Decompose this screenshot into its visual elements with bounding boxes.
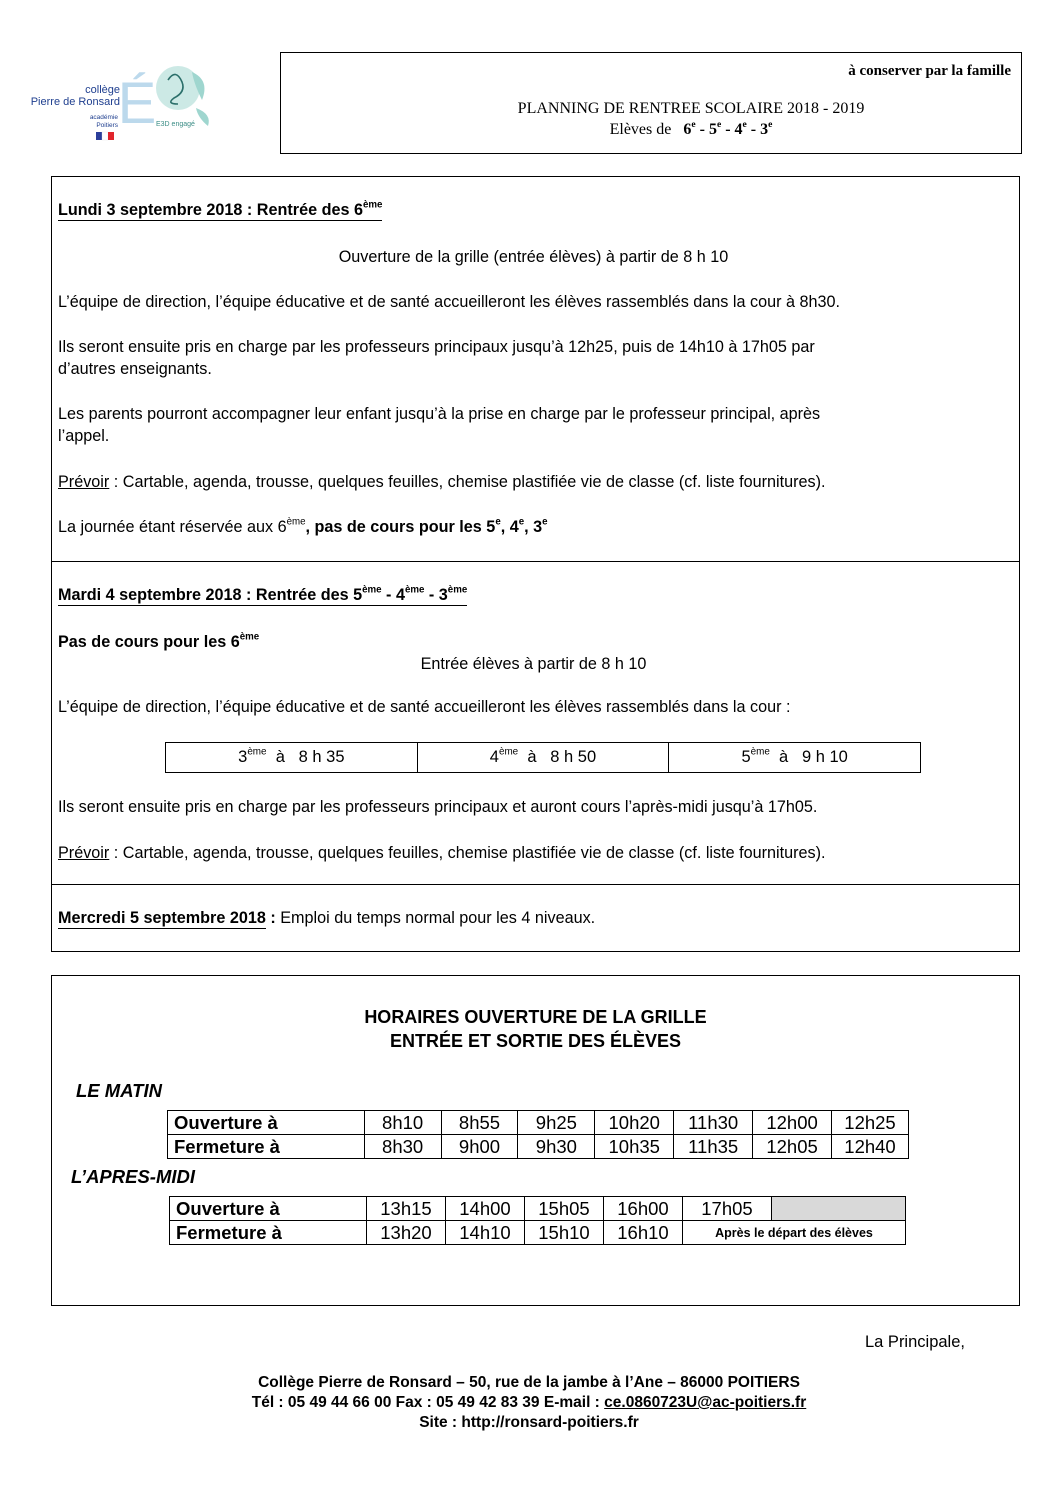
rentree-box (51, 176, 1020, 952)
time-cell: 9h00 (441, 1135, 518, 1159)
time-cell: 13h20 (367, 1221, 446, 1245)
tuesday-prevoir: Prévoir : Cartable, agenda, trousse, quelques feuilles, chemise plastifiée vie de classe (cf. liste fournitures). (58, 844, 826, 862)
schedule-title-1: HORAIRES OUVERTURE DE LA GRILLE (364, 1007, 707, 1027)
level-separator: - (721, 121, 735, 138)
morning-table (167, 1110, 909, 1159)
time-cell: 12h40 (832, 1135, 909, 1159)
time-cell: 14h00 (446, 1197, 525, 1221)
tuesday-entry: Entrée élèves à partir de 8 h 10 (420, 655, 647, 673)
schedule-box (51, 975, 1020, 1306)
level-separator: - (746, 121, 761, 138)
level-item: 3e (760, 118, 773, 138)
morning-close-row (168, 1135, 909, 1159)
time-cell: 16h00 (604, 1197, 683, 1221)
empty-cell (772, 1197, 906, 1221)
after-departure-cell: Après le départ des élèves (683, 1221, 906, 1245)
logo-line1: collège (85, 84, 120, 96)
time-cell: 8h30 (364, 1135, 441, 1159)
tuesday-no-class: Pas de cours pour les 6ème (58, 631, 260, 651)
email-link[interactable]: ce.0860723U@ac-poitiers.fr (604, 1394, 807, 1411)
monday-heading: Lundi 3 septembre 2018 : Rentrée des 6ème (58, 199, 383, 219)
footer (0, 1373, 1058, 1433)
time-cell: 16h10 (604, 1221, 683, 1245)
level-item: 5e (708, 118, 722, 138)
class-time-cell: 5ème à 9 h 10 (669, 743, 921, 773)
signature: La Principale, (865, 1333, 965, 1351)
svg-text:É: É (117, 71, 157, 136)
keep-note: à conserver par la famille (848, 63, 1011, 79)
time-cell: 12h05 (753, 1135, 832, 1159)
time-cell: 9h25 (518, 1111, 595, 1135)
time-cell: 8h10 (364, 1111, 441, 1135)
time-cell: 17h05 (683, 1197, 772, 1221)
time-cell: 12h25 (832, 1111, 909, 1135)
monday-parents-2: l’appel. (58, 427, 110, 445)
time-cell: 10h35 (595, 1135, 674, 1159)
wednesday-section (52, 884, 1019, 952)
afternoon-label: L’APRES-MIDI (71, 1166, 196, 1187)
tuesday-welcome: L’équipe de direction, l’équipe éducative et de santé accueilleront les élèves rassemblés dans la cour : (58, 698, 791, 716)
footer-contact: Tél : 05 49 44 66 00 Fax : 05 49 42 83 39 E-mail : ce.0860723U@ac-poitiers.fr (251, 1394, 807, 1411)
planning-title: PLANNING DE RENTREE SCOLAIRE 2018 - 2019 (517, 100, 865, 117)
monday-parents-1: Les parents pourront accompagner leur enfant jusqu’à la prise en charge par le professeur principal, après (58, 405, 821, 423)
monday-welcome: L’équipe de direction, l’équipe éducative et de santé accueilleront les élèves rassemblés dans la cour à 8h30. (58, 293, 840, 311)
afternoon-close-row (170, 1221, 906, 1245)
time-cell: 15h10 (525, 1221, 604, 1245)
time-cell: 9h30 (518, 1135, 595, 1159)
levels-list (683, 118, 773, 138)
morning-open-row (168, 1111, 909, 1135)
logo-line3: académie (89, 114, 118, 121)
monday-gate: Ouverture de la grille (entrée élèves) à partir de 8 h 10 (338, 248, 729, 266)
level-item: 4e (734, 118, 747, 138)
tuesday-charge: Ils seront ensuite pris en charge par les professeurs principaux et auront cours l’après-midi jusqu’à 17h05. (58, 798, 818, 816)
monday-charge-1: Ils seront ensuite pris en charge par les professeurs principaux jusqu’à 12h25, puis de 14h10 à 17h05 par (58, 338, 815, 356)
e3d-label: E3D engagé (156, 121, 195, 128)
time-cell: 12h00 (753, 1111, 832, 1135)
time-cell: 15h05 (525, 1197, 604, 1221)
class-time-cell: 3ème à 8 h 35 (166, 743, 418, 773)
time-cell: 14h10 (446, 1221, 525, 1245)
subtitle-prefix: Elèves de (609, 121, 672, 138)
afternoon-open-row (170, 1197, 906, 1221)
e3d-logo (152, 58, 222, 130)
logo-line2: Pierre de Ronsard (30, 96, 120, 108)
level-separator: - (695, 121, 709, 138)
time-cell: 10h20 (595, 1111, 674, 1135)
tuesday-heading: Mardi 4 septembre 2018 : Rentrée des 5ème - 4ème - 3ème (58, 584, 468, 604)
footer-site[interactable]: Site : http://ronsard-poitiers.fr (419, 1414, 639, 1431)
logo-line4: Poitiers (96, 122, 118, 129)
time-cell: 13h15 (367, 1197, 446, 1221)
time-cell: 11h35 (674, 1135, 753, 1159)
close-label: Fermeture à (168, 1135, 365, 1159)
morning-label: LE MATIN (76, 1080, 162, 1101)
open-label: Ouverture à (170, 1197, 367, 1221)
footer-address: Collège Pierre de Ronsard – 50, rue de la jambe à l’Ane – 86000 POITIERS (258, 1374, 800, 1391)
monday-charge-2: d’autres enseignants. (58, 360, 212, 378)
close-label: Fermeture à (170, 1221, 367, 1245)
schedule-title-2: ENTRÉE ET SORTIE DES ÉLÈVES (389, 1031, 682, 1051)
monday-prevoir: Prévoir : Cartable, agenda, trousse, quelques feuilles, chemise plastifiée vie de classe (cf. liste fournitures). (58, 473, 826, 491)
wednesday-line: Mercredi 5 septembre 2018 : Emploi du temps normal pour les 4 niveaux. (58, 909, 596, 927)
class-times-table (165, 742, 921, 773)
time-cell: 8h55 (441, 1111, 518, 1135)
time-cell: 11h30 (674, 1111, 753, 1135)
level-item: 6e (683, 118, 696, 138)
class-time-cell: 4ème à 8 h 50 (417, 743, 669, 773)
planning-subtitle (281, 118, 1021, 139)
monday-section (52, 177, 1019, 561)
open-label: Ouverture à (168, 1111, 365, 1135)
monday-reserved: La journée étant réservée aux 6ème, pas de cours pour les 5e, 4e, 3e (58, 516, 548, 536)
afternoon-table (169, 1196, 906, 1245)
class-times-row (166, 743, 921, 773)
tuesday-section (52, 561, 1019, 884)
header-box (280, 52, 1022, 154)
college-logo (30, 58, 157, 148)
